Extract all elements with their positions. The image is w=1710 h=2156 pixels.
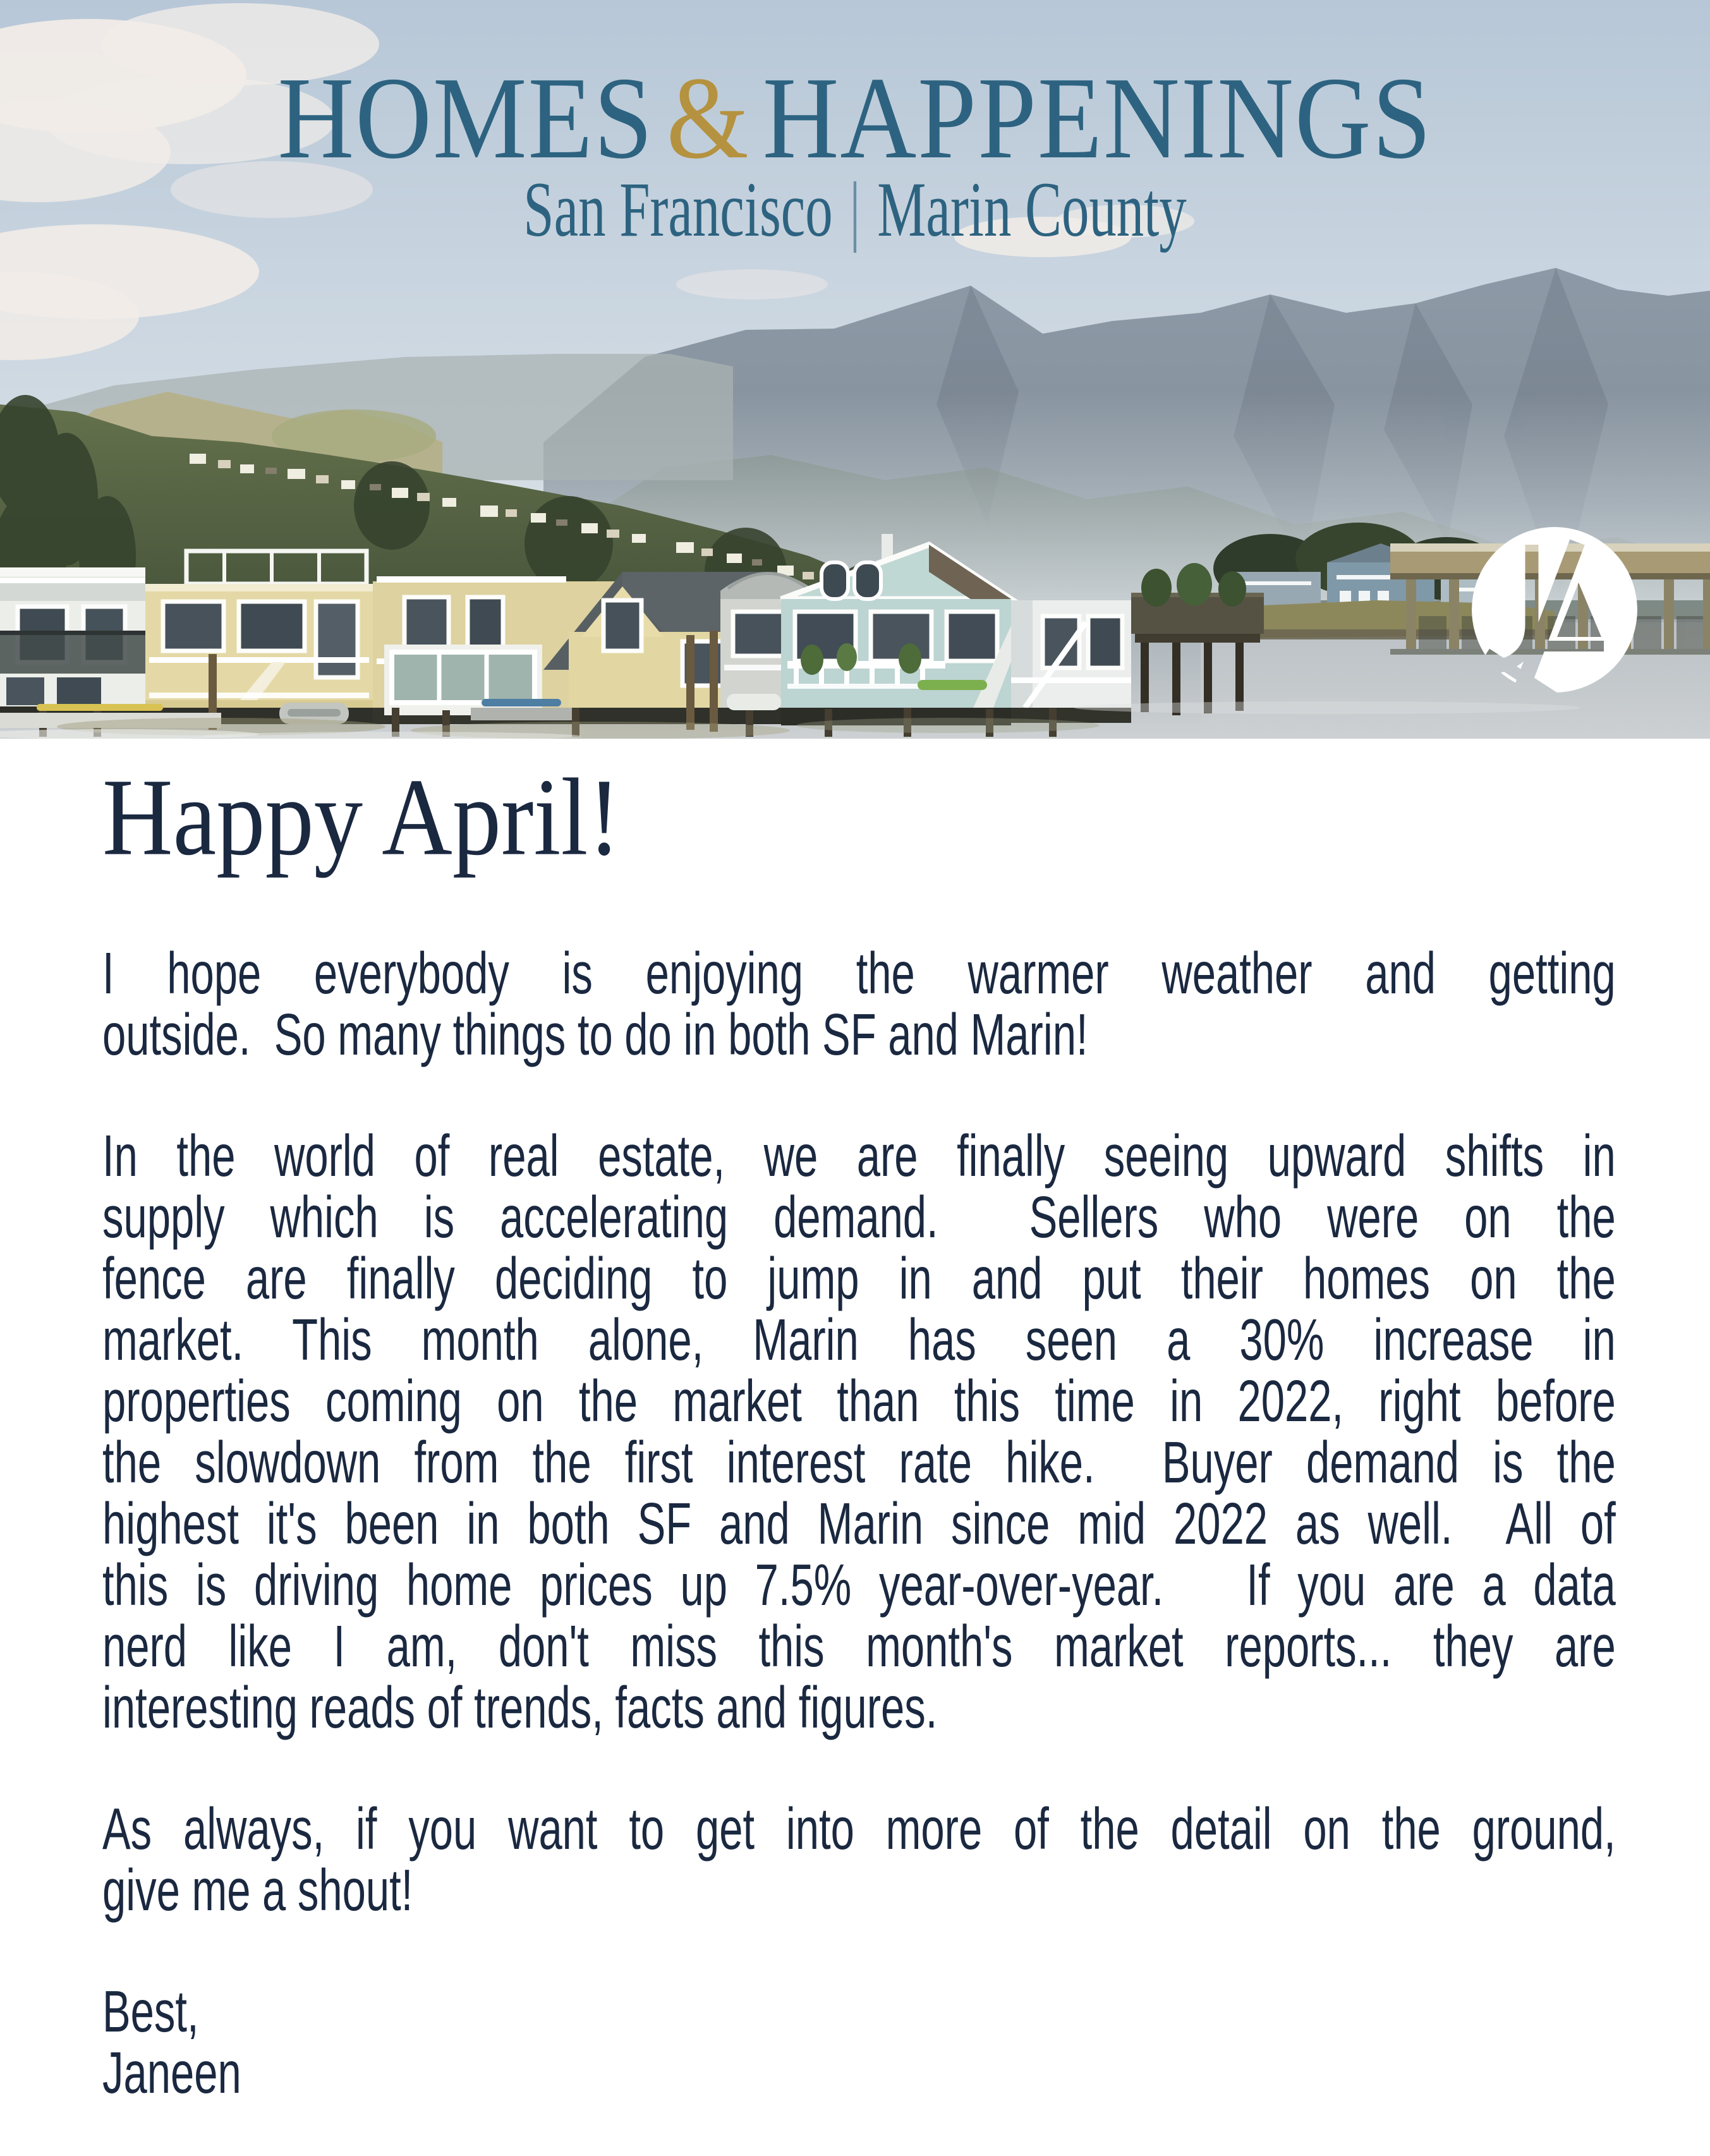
text-line: In the world of real estate, we are finally seeing upward shifts in — [102, 1123, 1616, 1189]
title-left: HOMES — [277, 53, 654, 183]
article-body — [102, 940, 1616, 2105]
text-line: Janeen — [102, 2040, 241, 2105]
text-line: interesting reads of trends, facts and figures. — [102, 1675, 938, 1740]
text-line: fence are finally deciding to jump in and put their homes on the — [102, 1245, 1616, 1311]
text-line: give me a shout! — [102, 1857, 413, 1923]
subtitle-divider: | — [849, 166, 861, 253]
houseboat-awning — [0, 567, 145, 723]
text-line: supply which is accelerating demand. Sellers who were on the — [102, 1184, 1616, 1250]
text-line: As always, if you want to get into more of the detail on the ground, — [102, 1796, 1616, 1862]
text-line: outside. So many things to do in both SF and Marin! — [102, 1002, 1088, 1067]
signature — [102, 1978, 1616, 2105]
hero-scene — [0, 0, 1710, 739]
ja-logo[interactable] — [1472, 527, 1637, 693]
hero-image — [0, 0, 1710, 739]
text-line: I hope everybody is enjoying the warmer weather and getting — [102, 940, 1616, 1006]
subtitle-right: Marin County — [877, 166, 1187, 253]
paragraph — [102, 1125, 1616, 1738]
paragraph — [102, 1798, 1616, 1921]
text-line: this is driving home prices up 7.5% year-over-year. If you are a data — [102, 1552, 1616, 1618]
page-title: Happy April! — [102, 756, 621, 879]
text-line: Best, — [102, 1978, 199, 2044]
text-line: the slowdown from the first interest rate hike. Buyer demand is the — [102, 1429, 1616, 1495]
text-line: properties coming on the market than this time in 2022, right before — [102, 1368, 1616, 1434]
text-line: highest it's been in both SF and Marin since mid 2022 as well. All of — [102, 1491, 1616, 1556]
title-right: HAPPENINGS — [762, 53, 1433, 183]
subtitle-left: San Francisco — [523, 166, 833, 253]
paragraph — [102, 940, 1616, 1067]
text-line: nerd like I am, don't miss this month's market reports... they are — [102, 1613, 1616, 1679]
title-ampersand: & — [666, 53, 750, 183]
text-line: market. This month alone, Marin has seen a 30% increase in — [102, 1307, 1616, 1372]
newsletter-article — [0, 756, 1710, 2105]
